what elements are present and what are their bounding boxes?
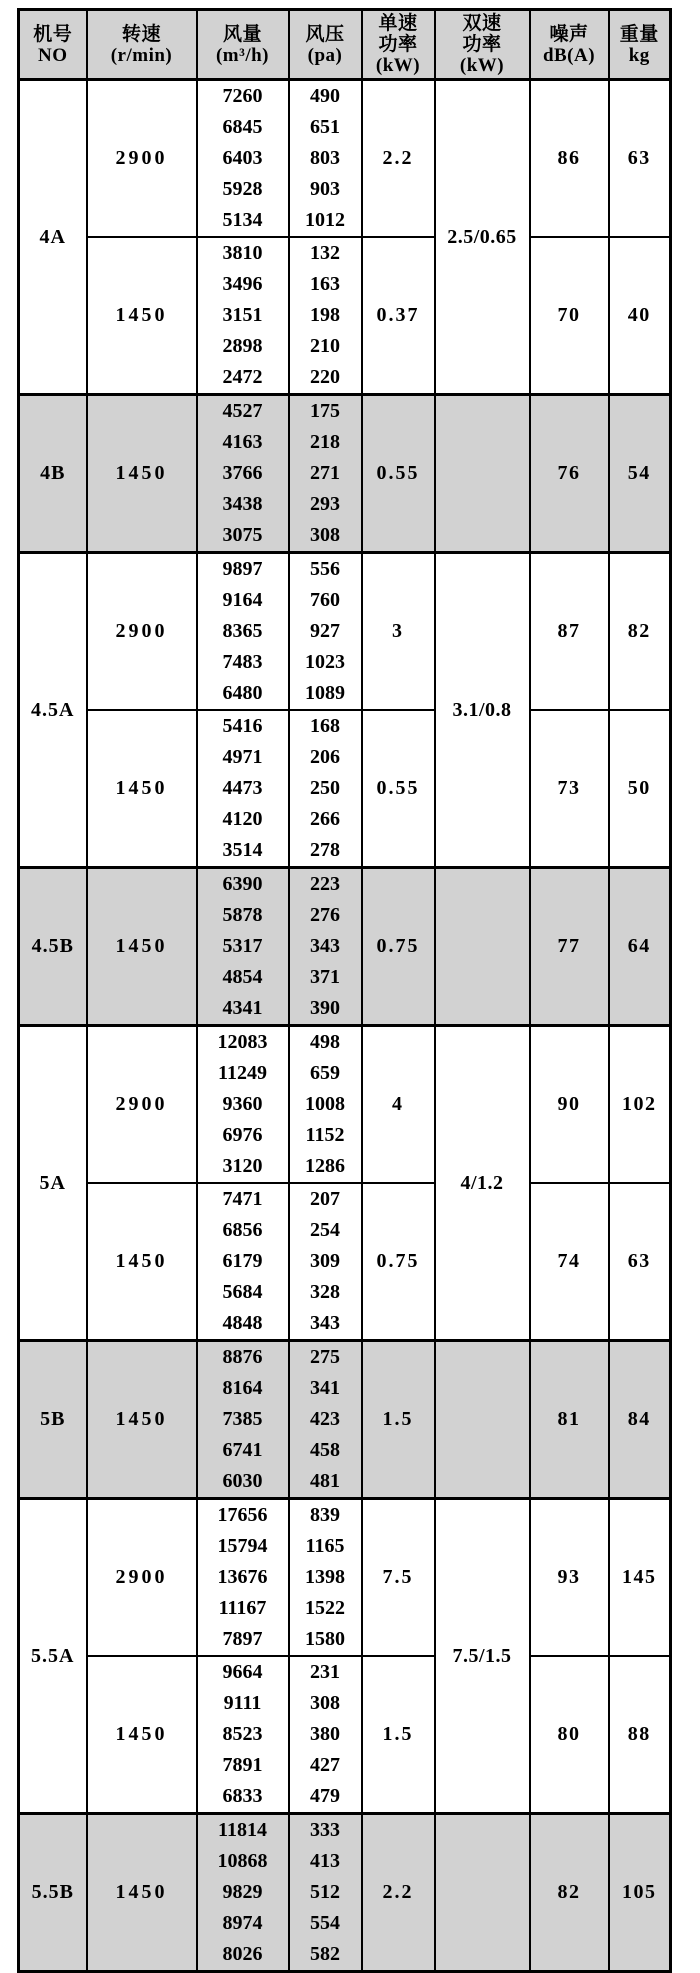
airflow-cell	[197, 80, 289, 238]
dual-power-cell: 7.5/1.5	[435, 1499, 530, 1814]
weight-cell: 50	[609, 710, 671, 868]
airflow-value: 5878	[222, 904, 263, 926]
model-no-cell: 5A	[19, 1026, 87, 1341]
airflow-value: 3438	[222, 493, 263, 515]
model-no-cell: 5.5B	[19, 1814, 87, 1972]
airflow-value: 9664	[222, 1661, 263, 1683]
airflow-value: 4971	[222, 746, 263, 768]
airflow-value: 17656	[217, 1504, 268, 1526]
pressure-value: 175	[310, 400, 340, 422]
single-power-cell: 0.55	[362, 710, 435, 868]
weight-cell: 84	[609, 1341, 671, 1499]
airflow-value: 3496	[222, 273, 263, 295]
airflow-value: 9360	[222, 1093, 263, 1115]
noise-cell: 76	[530, 395, 609, 553]
noise-cell: 70	[530, 237, 609, 395]
noise-cell: 82	[530, 1814, 609, 1972]
pressure-value: 250	[310, 777, 340, 799]
row-5.5B-1450	[19, 1814, 671, 1972]
airflow-value: 6179	[222, 1250, 263, 1272]
airflow-value: 3075	[222, 524, 263, 546]
pressure-value: 309	[310, 1250, 340, 1272]
airflow-value: 2472	[222, 366, 263, 388]
noise-cell: 87	[530, 553, 609, 711]
pressure-value: 556	[310, 558, 340, 580]
airflow-value: 4341	[222, 997, 263, 1019]
pressure-value: 343	[310, 1312, 340, 1334]
col-header-line: kg	[628, 44, 650, 66]
pressure-value: 1580	[305, 1628, 345, 1650]
pressure-value: 132	[310, 242, 340, 264]
airflow-value: 11814	[218, 1819, 267, 1841]
header-row	[19, 10, 671, 80]
dual-power-cell	[435, 395, 530, 553]
airflow-value: 4527	[222, 400, 263, 422]
airflow-value: 7483	[222, 651, 263, 673]
airflow-value: 5928	[222, 178, 263, 200]
table-header	[19, 10, 671, 80]
weight-cell: 54	[609, 395, 671, 553]
airflow-value: 13676	[217, 1566, 268, 1588]
pressure-value: 1089	[305, 682, 345, 704]
row-4.5A-1450	[19, 710, 671, 868]
airflow-cell	[197, 1183, 289, 1341]
pressure-value: 198	[310, 304, 340, 326]
row-5.5A-2900	[19, 1499, 671, 1657]
dual-power-cell: 3.1/0.8	[435, 553, 530, 868]
pressure-value: 276	[310, 904, 340, 926]
airflow-cell	[197, 868, 289, 1026]
speed-cell: 1450	[87, 395, 197, 553]
airflow-value: 8876	[222, 1346, 263, 1368]
airflow-value: 6390	[222, 873, 263, 895]
airflow-value: 4163	[222, 431, 263, 453]
pressure-value: 1286	[305, 1155, 345, 1177]
pressure-value: 427	[310, 1754, 340, 1776]
model-no-cell: 4.5A	[19, 553, 87, 868]
pressure-value: 343	[310, 935, 340, 957]
noise-cell: 81	[530, 1341, 609, 1499]
airflow-cell	[197, 1341, 289, 1499]
col-header-line: (kW)	[375, 55, 421, 76]
single-power-cell: 4	[362, 1026, 435, 1184]
speed-cell: 1450	[87, 1183, 197, 1341]
airflow-value: 12083	[217, 1031, 268, 1053]
airflow-value: 3514	[222, 839, 263, 861]
model-no-cell: 4A	[19, 80, 87, 395]
airflow-value: 5317	[222, 935, 263, 957]
speed-cell: 2900	[87, 80, 197, 238]
pressure-value: 333	[310, 1819, 340, 1841]
airflow-value: 6403	[222, 147, 263, 169]
col-header-line: 转速	[121, 23, 161, 45]
pressure-value: 308	[310, 524, 340, 546]
row-4.5A-2900	[19, 553, 671, 711]
dual-power-cell: 2.5/0.65	[435, 80, 530, 395]
col-header-dual-power	[435, 10, 530, 80]
airflow-value: 5134	[222, 209, 263, 231]
pressure-cell	[289, 1814, 362, 1972]
airflow-value: 7471	[222, 1188, 263, 1210]
col-header-line: NO	[38, 44, 68, 66]
airflow-value: 9164	[222, 589, 263, 611]
weight-cell: 64	[609, 868, 671, 1026]
airflow-value: 11249	[218, 1062, 267, 1084]
pressure-value: 479	[310, 1785, 340, 1807]
pressure-value: 308	[310, 1692, 340, 1714]
fan-spec-table	[17, 8, 672, 1973]
weight-cell: 40	[609, 237, 671, 395]
pressure-value: 423	[310, 1408, 340, 1430]
col-header-line: (r/min)	[110, 44, 173, 66]
col-header-single-power	[362, 10, 435, 80]
weight-cell: 102	[609, 1026, 671, 1184]
single-power-cell: 1.5	[362, 1341, 435, 1499]
pressure-value: 275	[310, 1346, 340, 1368]
airflow-value: 7891	[222, 1754, 263, 1776]
airflow-value: 4854	[222, 966, 263, 988]
airflow-value: 7385	[222, 1408, 263, 1430]
airflow-value: 9829	[222, 1881, 263, 1903]
pressure-value: 220	[310, 366, 340, 388]
airflow-value: 6833	[222, 1785, 263, 1807]
pressure-cell	[289, 1499, 362, 1657]
dual-power-cell	[435, 1814, 530, 1972]
row-4A-2900	[19, 80, 671, 238]
airflow-value: 3810	[222, 242, 263, 264]
pressure-value: 293	[310, 493, 340, 515]
weight-cell: 105	[609, 1814, 671, 1972]
col-header-line: 噪声	[549, 23, 589, 45]
airflow-value: 4120	[222, 808, 263, 830]
pressure-value: 413	[310, 1850, 340, 1872]
airflow-value: 6845	[222, 116, 263, 138]
pressure-value: 1165	[305, 1535, 345, 1557]
noise-cell: 74	[530, 1183, 609, 1341]
row-5B-1450	[19, 1341, 671, 1499]
pressure-value: 498	[310, 1031, 340, 1053]
speed-cell: 1450	[87, 868, 197, 1026]
col-header-weight	[609, 10, 671, 80]
pressure-value: 328	[310, 1281, 340, 1303]
noise-cell: 90	[530, 1026, 609, 1184]
row-4.5B-1450	[19, 868, 671, 1026]
single-power-cell: 2.2	[362, 1814, 435, 1972]
col-header-line: 功率	[462, 34, 502, 55]
pressure-value: 1152	[305, 1124, 345, 1146]
airflow-value: 6741	[222, 1439, 263, 1461]
airflow-value: 4848	[222, 1312, 263, 1334]
col-header-speed	[87, 10, 197, 80]
pressure-value: 458	[310, 1439, 340, 1461]
single-power-cell: 7.5	[362, 1499, 435, 1657]
col-header-noise	[530, 10, 609, 80]
noise-cell: 80	[530, 1656, 609, 1814]
airflow-value: 8523	[222, 1723, 263, 1745]
pressure-value: 163	[310, 273, 340, 295]
pressure-value: 760	[310, 589, 340, 611]
col-header-pressure	[289, 10, 362, 80]
pressure-cell	[289, 868, 362, 1026]
airflow-value: 3766	[222, 462, 263, 484]
airflow-value: 4473	[222, 777, 263, 799]
row-5.5A-1450	[19, 1656, 671, 1814]
weight-cell: 63	[609, 80, 671, 238]
pressure-cell	[289, 1026, 362, 1184]
weight-cell: 82	[609, 553, 671, 711]
pressure-value: 1012	[305, 209, 345, 231]
airflow-value: 2898	[222, 335, 263, 357]
pressure-value: 168	[310, 715, 340, 737]
col-header-line: 风压	[305, 23, 345, 45]
single-power-cell: 0.75	[362, 1183, 435, 1341]
airflow-value: 8164	[222, 1377, 263, 1399]
pressure-value: 341	[310, 1377, 340, 1399]
pressure-value: 1522	[305, 1597, 345, 1619]
airflow-value: 3151	[222, 304, 263, 326]
pressure-cell	[289, 1183, 362, 1341]
pressure-value: 210	[310, 335, 340, 357]
pressure-value: 903	[310, 178, 340, 200]
col-header-line: 双速	[462, 13, 502, 34]
airflow-value: 15794	[217, 1535, 268, 1557]
pressure-value: 659	[310, 1062, 340, 1084]
row-5A-1450	[19, 1183, 671, 1341]
airflow-value: 3120	[222, 1155, 263, 1177]
speed-cell: 1450	[87, 710, 197, 868]
speed-cell: 2900	[87, 1499, 197, 1657]
pressure-value: 512	[310, 1881, 340, 1903]
pressure-value: 271	[310, 462, 340, 484]
pressure-value: 278	[310, 839, 340, 861]
model-no-cell: 4.5B	[19, 868, 87, 1026]
airflow-value: 6976	[222, 1124, 263, 1146]
pressure-value: 380	[310, 1723, 340, 1745]
weight-cell: 88	[609, 1656, 671, 1814]
single-power-cell: 0.55	[362, 395, 435, 553]
col-header-line: 机号	[33, 23, 73, 45]
airflow-value: 6480	[222, 682, 263, 704]
pressure-value: 223	[310, 873, 340, 895]
row-4B-1450	[19, 395, 671, 553]
dual-power-cell: 4/1.2	[435, 1026, 530, 1341]
dual-power-cell	[435, 1341, 530, 1499]
airflow-cell	[197, 1499, 289, 1657]
airflow-cell	[197, 710, 289, 868]
noise-cell: 73	[530, 710, 609, 868]
airflow-cell	[197, 237, 289, 395]
pressure-value: 1023	[305, 651, 345, 673]
airflow-value: 5416	[222, 715, 263, 737]
airflow-value: 9111	[223, 1692, 262, 1714]
noise-cell: 86	[530, 80, 609, 238]
airflow-cell	[197, 1656, 289, 1814]
model-no-cell: 5B	[19, 1341, 87, 1499]
pressure-value: 254	[310, 1219, 340, 1241]
airflow-cell	[197, 395, 289, 553]
pressure-cell	[289, 710, 362, 868]
weight-cell: 145	[609, 1499, 671, 1657]
table-body	[19, 80, 671, 1972]
pressure-cell	[289, 1656, 362, 1814]
col-header-line: (m³/h)	[215, 44, 270, 66]
single-power-cell: 3	[362, 553, 435, 711]
airflow-value: 7897	[222, 1628, 263, 1650]
pressure-value: 1398	[305, 1566, 345, 1588]
pressure-value: 266	[310, 808, 340, 830]
pressure-value: 651	[310, 116, 340, 138]
pressure-value: 839	[310, 1504, 340, 1526]
airflow-cell	[197, 553, 289, 711]
speed-cell: 1450	[87, 1341, 197, 1499]
pressure-value: 490	[310, 85, 340, 107]
airflow-value: 6856	[222, 1219, 263, 1241]
pressure-value: 554	[310, 1912, 340, 1934]
pressure-value: 1008	[305, 1093, 345, 1115]
airflow-cell	[197, 1026, 289, 1184]
pressure-value: 218	[310, 431, 340, 453]
col-header-line: 功率	[378, 34, 418, 55]
airflow-value: 11167	[218, 1597, 267, 1619]
speed-cell: 1450	[87, 1656, 197, 1814]
pressure-value: 207	[310, 1188, 340, 1210]
weight-cell: 63	[609, 1183, 671, 1341]
single-power-cell: 0.75	[362, 868, 435, 1026]
speed-cell: 1450	[87, 1814, 197, 1972]
col-header-line: 风量	[222, 23, 262, 45]
pressure-value: 582	[310, 1943, 340, 1965]
airflow-value: 7260	[222, 85, 263, 107]
airflow-value: 10868	[217, 1850, 268, 1872]
noise-cell: 77	[530, 868, 609, 1026]
airflow-value: 8974	[222, 1912, 263, 1934]
dual-power-cell	[435, 868, 530, 1026]
col-header-line: (pa)	[307, 44, 343, 66]
pressure-cell	[289, 1341, 362, 1499]
pressure-cell	[289, 80, 362, 238]
airflow-value: 5684	[222, 1281, 263, 1303]
pressure-value: 927	[310, 620, 340, 642]
pressure-cell	[289, 395, 362, 553]
speed-cell: 2900	[87, 553, 197, 711]
pressure-value: 206	[310, 746, 340, 768]
pressure-value: 231	[310, 1661, 340, 1683]
model-no-cell: 4B	[19, 395, 87, 553]
noise-cell: 93	[530, 1499, 609, 1657]
airflow-value: 8026	[222, 1943, 263, 1965]
pressure-value: 390	[310, 997, 340, 1019]
speed-cell: 2900	[87, 1026, 197, 1184]
pressure-value: 481	[310, 1470, 340, 1492]
pressure-cell	[289, 553, 362, 711]
pressure-value: 371	[310, 966, 340, 988]
col-header-airflow	[197, 10, 289, 80]
col-header-model-no	[19, 10, 87, 80]
col-header-line: dB(A)	[542, 44, 596, 66]
airflow-cell	[197, 1814, 289, 1972]
row-4A-1450	[19, 237, 671, 395]
single-power-cell: 0.37	[362, 237, 435, 395]
col-header-line: (kW)	[459, 55, 505, 76]
single-power-cell: 1.5	[362, 1656, 435, 1814]
col-header-line: 单速	[378, 13, 418, 34]
col-header-line: 重量	[619, 23, 659, 45]
model-no-cell: 5.5A	[19, 1499, 87, 1814]
pressure-value: 803	[310, 147, 340, 169]
airflow-value: 6030	[222, 1470, 263, 1492]
speed-cell: 1450	[87, 237, 197, 395]
pressure-cell	[289, 237, 362, 395]
airflow-value: 8365	[222, 620, 263, 642]
row-5A-2900	[19, 1026, 671, 1184]
airflow-value: 9897	[222, 558, 263, 580]
single-power-cell: 2.2	[362, 80, 435, 238]
